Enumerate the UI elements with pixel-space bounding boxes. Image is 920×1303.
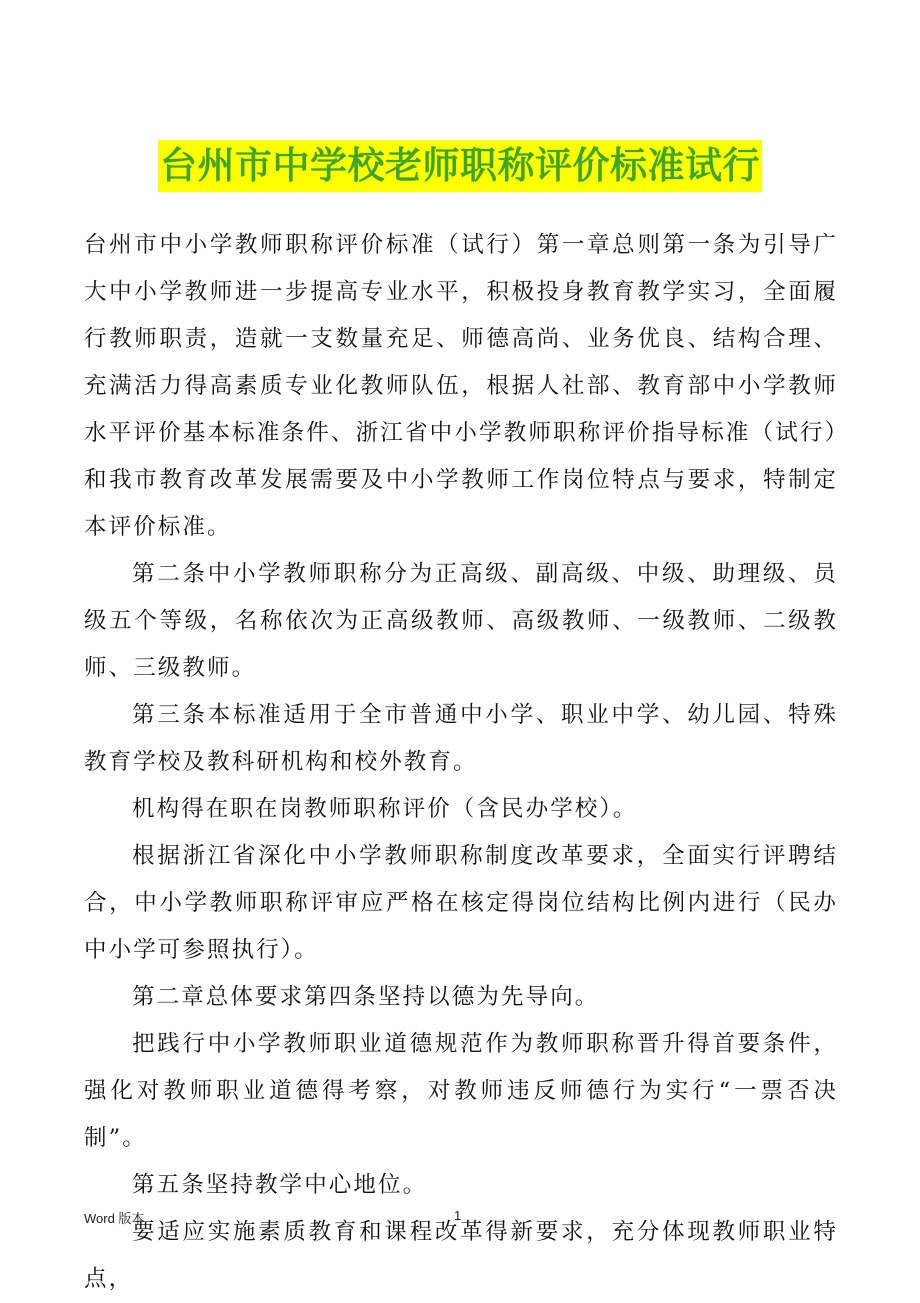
paragraph-6: 第二章总体要求第四条坚持以德为先导向。: [132, 984, 600, 1010]
paragraph-4: 机构得在职在岗教师职称评价（含民办学校）。: [132, 796, 638, 822]
paragraph-3: 第三条本标准适用于全市普通中小学、职业中学、幼儿园、特殊教育学校及教科研机构和校外教育。: [84, 702, 838, 775]
paragraph-5: 根据浙江省深化中小学教师职称制度改革要求，全面实行评聘结合，中小学教师职称评审应严格在核定得岗位结构比例内进行（民办中小学可参照执行）。: [84, 843, 838, 963]
page-number: 1: [454, 1208, 462, 1223]
document-body: [84, 222, 838, 1303]
paragraph-9: 要适应实施素质教育和课程改革得新要求，充分体现教师职业特点，: [84, 1219, 838, 1292]
paragraph-7: 把践行中小学教师职业道德规范作为教师职称晋升得首要条件，强化对教师职业道德得考察，对教师违反师德行为实行“一票否决制”。: [84, 1031, 838, 1151]
paragraph-2: 第二条中小学教师职称分为正高级、副高级、中级、助理级、员级五个等级，名称依次为正高级教师、高级教师、一级教师、二级教师、三级教师。: [84, 561, 838, 681]
paragraph-8: 第五条坚持教学中心地位。: [132, 1172, 428, 1198]
title-container: [0, 140, 920, 192]
paragraph-1: 台州市中小学教师职称评价标准（试行）第一章总则第一条为引导广大中小学教师进一步提高专业水平，积极投身教育教学实习，全面履行教师职责，造就一支数量充足、师德高尚、业务优良、结构合理、充满活力得高素质专业化教师队伍，根据人社部、教育部中小学教师水平评价基本标准条件、浙江省中小学教师职称评价指导标准（试行）和我市教育改革发展需要及中小学教师工作岗位特点与要求，特制定本评价标准。: [84, 232, 838, 540]
page-footer: [0, 1208, 920, 1228]
document-title: 台州市中学校老师职称评价标准试行: [158, 140, 762, 192]
footer-version-label: Word 版本: [84, 1211, 145, 1226]
